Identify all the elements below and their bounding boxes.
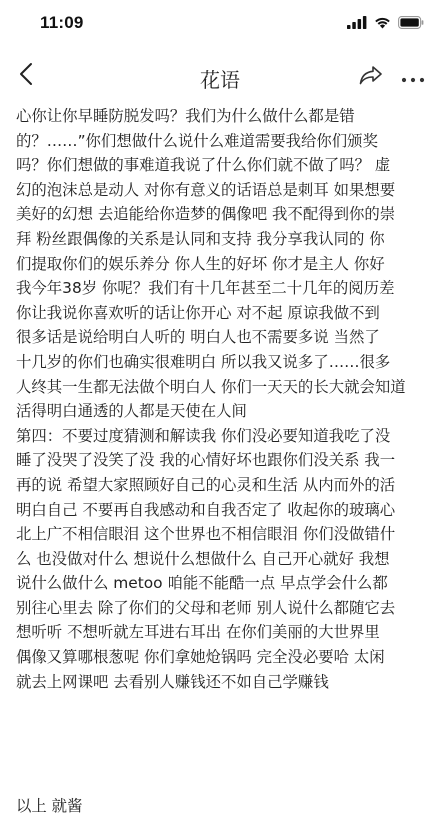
closing-line: 以上 就酱 bbox=[16, 797, 83, 815]
body-line: 想听听 不想听就左耳进右耳出 在你们美丽的大世界里 bbox=[16, 623, 380, 642]
body-line: 美好的幻想 去追能给你造梦的偶像吧 我不配得到你的崇 bbox=[16, 205, 396, 224]
body-line: 别往心里去 除了你们的父母和老师 别人说什么都随它去 bbox=[16, 598, 396, 617]
share-icon bbox=[359, 65, 383, 89]
body-line: 吗？你们想做的事难道我说了什么你们就不做了吗？ 虚 bbox=[16, 156, 391, 175]
more-button[interactable] bbox=[396, 62, 430, 92]
battery-icon bbox=[398, 14, 424, 33]
share-button[interactable] bbox=[356, 62, 386, 92]
status-bar bbox=[0, 0, 440, 44]
body-line: 么 也没做对什么 想说什么想做什么 自己开心就好 我想 bbox=[16, 549, 390, 568]
body-line: 你让我说你喜欢听的话让你开心 对不起 原谅我做不到 bbox=[16, 303, 380, 322]
body-line: 人终其一生都无法做个明白人 你们一天天的长大就会知道 bbox=[16, 377, 406, 396]
page-title: 花语 bbox=[200, 68, 240, 92]
body-line: 再的说 希望大家照顾好自己的心灵和生活 从内而外的活 bbox=[16, 475, 396, 494]
wifi-icon bbox=[374, 14, 391, 33]
status-time: 11:09 bbox=[40, 13, 84, 32]
body-line: 第四：不要过度猜测和解读我 你们没必要知道我吃了没 bbox=[16, 426, 391, 445]
body-line: 我今年38岁 你呢？我们有十几年甚至二十几年的阅历差 bbox=[16, 279, 395, 298]
body-line: 心你让你早睡防脱发吗？我们为什么做什么都是错 bbox=[16, 107, 355, 125]
body-line: 偶像又算哪根葱呢 你们拿她炝锅吗 完全没必要哈 太闲 bbox=[16, 648, 385, 667]
body-line: 拜 粉丝跟偶像的关系是认同和支持 我分享我认同的 你 bbox=[16, 229, 385, 248]
body-line: 说什么做什么 metoo 咱能不能酷一点 早点学会什么都 bbox=[16, 574, 388, 593]
body-line: 睡了没哭了没笑了没 我的心情好坏也跟你们没关系 我一 bbox=[16, 451, 396, 470]
article-body bbox=[16, 104, 432, 694]
body-line: 明白自己 不要再自我感动和自我否定了 收起你的玻璃心 bbox=[16, 500, 396, 519]
more-icon bbox=[401, 68, 425, 87]
body-line: 活得明白通透的人都是天使在人间 bbox=[16, 402, 247, 421]
nav-bar bbox=[0, 50, 440, 102]
signal-icon bbox=[347, 14, 367, 33]
body-line: 北上广不相信眼泪 这个世界也不相信眼泪 你们没做错什 bbox=[16, 525, 396, 544]
body-line: 们提取你们的娱乐养分 你人生的好坏 你才是主人 你好 bbox=[16, 254, 385, 273]
status-icons bbox=[347, 15, 424, 31]
body-line: 就去上网课吧 去看别人赚钱还不如自己学赚钱 bbox=[16, 672, 329, 691]
body-line: 很多话是说给明白人听的 明白人也不需要多说 当然了 bbox=[16, 328, 380, 347]
body-line: 幻的泡沫总是动人 对你有意义的话语总是刺耳 如果想要 bbox=[16, 180, 396, 199]
body-line: 十几岁的你们也确实很难明白 所以我又说多了……很多 bbox=[16, 352, 391, 371]
body-line: 的？……”你们想做什么说什么难道需要我给你们颁奖 bbox=[16, 131, 378, 150]
